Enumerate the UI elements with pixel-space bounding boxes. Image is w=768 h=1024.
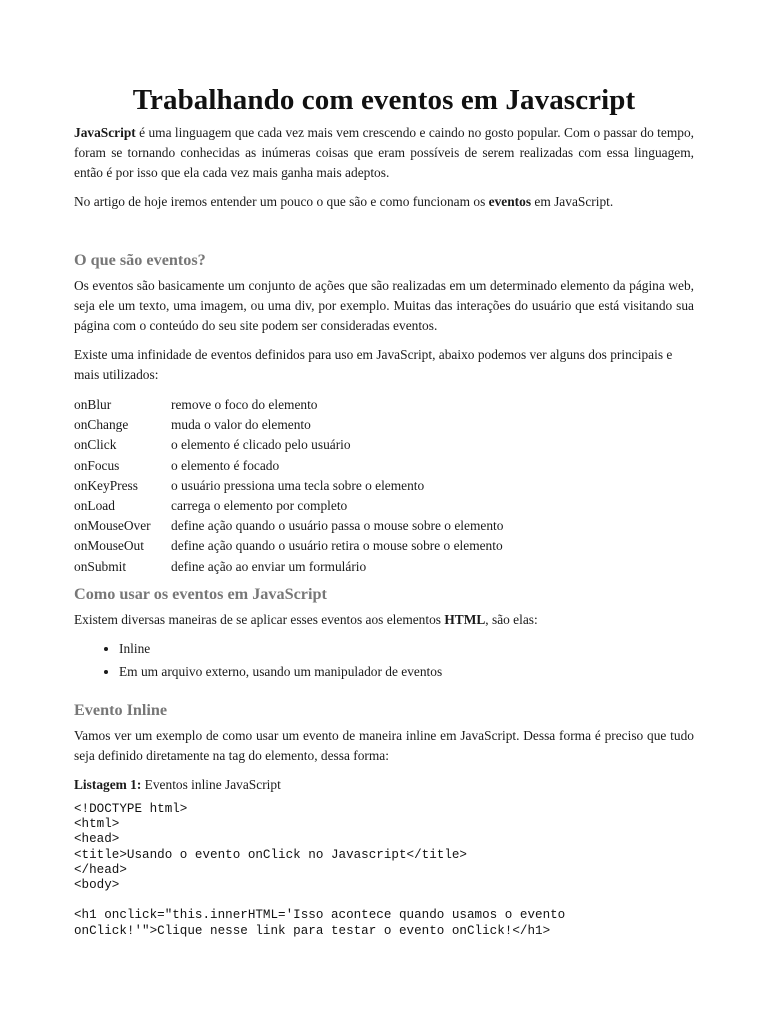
table-row (74, 476, 503, 496)
table-row (74, 536, 503, 556)
code-listing: <!DOCTYPE html> <html> <head> <title>Usando o evento onClick no Javascript</title> </head> <body> <h1 onclick="this.innerHTML='Isso acontece quando usamos o evento onClick!'">Clique nesse link para testar o evento onClick!</h1> (74, 802, 566, 938)
section-heading-what-are-events: O que são eventos? (74, 251, 206, 269)
event-description-cell: define ação quando o usuário passa o mouse sobre o elemento (171, 518, 504, 534)
events-intro-paragraph: Existe uma infinidade de eventos definidos para uso em JavaScript, abaixo podemos ver alguns dos principais e mais utilizados: (74, 347, 673, 383)
events-definition-paragraph: Os eventos são basicamente um conjunto de ações que são realizadas em um determinado elemento da página web, seja ele um texto, uma imagem, ou uma div, por exemplo. Muitas das interações do usuário que está visitando sua página com o conteúdo do seu site podem ser consideradas eventos. (74, 278, 694, 334)
event-description-cell: muda o valor do elemento (171, 417, 311, 433)
event-name-cell: onSubmit (74, 558, 127, 574)
listing-caption (74, 775, 281, 795)
intro2-after: em JavaScript. (531, 194, 614, 209)
table-row (74, 395, 503, 415)
event-description-cell: define ação quando o usuário retira o mouse sobre o elemento (171, 538, 503, 554)
intro2-bold-term: eventos (488, 194, 532, 209)
section-heading-inline-event: Evento Inline (74, 701, 168, 719)
table-row (74, 516, 503, 536)
event-name-cell: onClick (74, 437, 117, 453)
table-row (74, 415, 503, 435)
table-row (74, 456, 503, 476)
event-name-cell: onLoad (74, 498, 115, 514)
event-description-cell: carrega o elemento por completo (171, 498, 348, 514)
intro-paragraph (74, 123, 694, 184)
event-description-cell: o elemento é focado (171, 457, 280, 473)
event-name-cell: onKeyPress (74, 477, 138, 493)
intro2-before: No artigo de hoje iremos entender um pouco o que são e como funcionam os (74, 194, 489, 209)
event-description-cell: o usuário pressiona uma tecla sobre o elemento (171, 477, 425, 493)
how-to-use-before: Existem diversas maneiras de se aplicar esses eventos aos elementos (74, 612, 445, 627)
event-name-cell: onMouseOver (74, 518, 151, 534)
table-row (74, 496, 503, 516)
intro-bold-term: JavaScript (74, 125, 136, 140)
event-description-cell: define ação ao enviar um formulário (171, 558, 367, 574)
table-row (74, 557, 503, 577)
how-to-use-after: , são elas: (485, 612, 538, 627)
table-row (74, 435, 503, 455)
methods-list (74, 638, 442, 683)
event-name-cell: onMouseOut (74, 538, 144, 554)
event-name-cell: onBlur (74, 397, 112, 412)
event-description-cell: remove o foco do elemento (171, 397, 318, 412)
intro-paragraph-2 (74, 192, 694, 212)
page-title: Trabalhando com eventos em Javascript (132, 84, 636, 116)
intro-text: é uma linguagem que cada vez mais vem crescendo e caindo no gosto popular. Com o passar do tempo, foram se tornando conhecidas as inúmeras coisas que eram possíveis de serem realizadas com essa linguagem, então é por isso que ela cada vez mais ganha mais adeptos. (74, 125, 694, 181)
events-table (74, 395, 503, 577)
event-name-cell: onChange (74, 417, 129, 433)
listing-caption-text: Eventos inline JavaScript (141, 777, 281, 792)
event-description-cell: o elemento é clicado pelo usuário (171, 437, 351, 453)
how-to-use-paragraph (74, 610, 694, 630)
html-bold-term: HTML (444, 612, 486, 627)
event-name-cell: onFocus (74, 457, 120, 473)
section-heading-how-to-use: Como usar os eventos em JavaScript (74, 585, 327, 603)
list-item: • Em um arquivo externo, usando um manipulador de eventos (119, 661, 442, 684)
list-item: • Inline (119, 638, 442, 661)
inline-event-paragraph: Vamos ver um exemplo de como usar um evento de maneira inline em JavaScript. Dessa forma é preciso que tudo seja definido diretamente na tag do elemento, dessa forma: (74, 728, 694, 764)
listing-label: Listagem 1: (74, 777, 142, 792)
